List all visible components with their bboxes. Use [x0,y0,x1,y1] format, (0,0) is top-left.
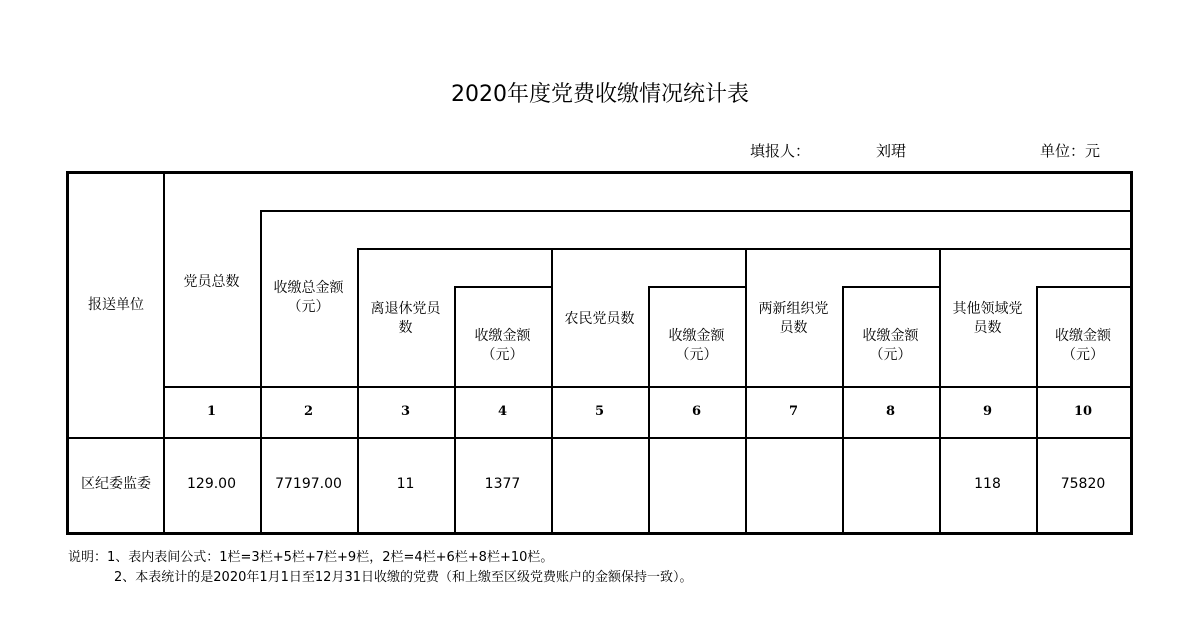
table-cell: 1377 [484,476,521,492]
column-number: 10 [1073,404,1093,419]
header-other-members: 其他领域党 员数 [952,301,1023,336]
header-total-amount: 收缴总金额 （元） [273,280,344,315]
table-cell [648,437,745,532]
column-number: 9 [982,404,993,419]
header-farmer-amount: 收缴金额 （元） [668,328,725,363]
header-farmer-members: 农民党员数 [564,311,635,327]
row-unit-name: 区纪委监委 [81,476,151,492]
column-number: 4 [497,404,508,419]
column-number: 7 [788,404,799,419]
table-cell: 129.00 [187,476,236,492]
header-retired-members: 离退休党员 数 [370,301,441,336]
column-number: 3 [400,404,411,419]
column-number: 8 [885,404,896,419]
table-cell: 77197.00 [275,476,342,492]
statistics-table [66,171,1133,535]
grid-line [260,210,1130,212]
table-cell [842,437,939,532]
note-line: 2、本表统计的是2020年1月1日至12月31日收缴的党费（和上缴至区级党费账户的金额保持一致）。 [114,570,693,585]
filler-label: 填报人： [750,142,811,160]
table-cell: 118 [974,476,1001,492]
header-new-org-amount: 收缴金额 （元） [862,328,919,363]
table-cell: 11 [396,476,415,492]
header-total-members: 党员总数 [183,273,240,290]
page-title: 2020年度党费收缴情况统计表 [451,82,749,107]
header-unit: 报送单位 [88,297,144,313]
table-cell [551,437,648,532]
column-number: 1 [206,404,217,419]
table-cell [745,437,842,532]
unit-label: 单位：元 [1040,142,1101,160]
table-cell: 75820 [1060,476,1106,492]
notes [68,548,692,588]
column-number: 2 [303,404,314,419]
header-new-org-members: 两新组织党 员数 [758,301,829,336]
header-other-amount: 收缴金额 （元） [1055,328,1111,363]
column-number: 6 [691,404,702,419]
grid-line [357,248,1130,250]
note-line: 说明：1、表内表间公式：1栏=3栏+5栏+7栏+9栏，2栏=4栏+6栏+8栏+10栏。 [68,550,554,565]
header-retired-amount: 收缴金额 （元） [474,328,531,363]
filler-name: 刘珺 [876,142,907,160]
column-number: 5 [594,404,605,419]
